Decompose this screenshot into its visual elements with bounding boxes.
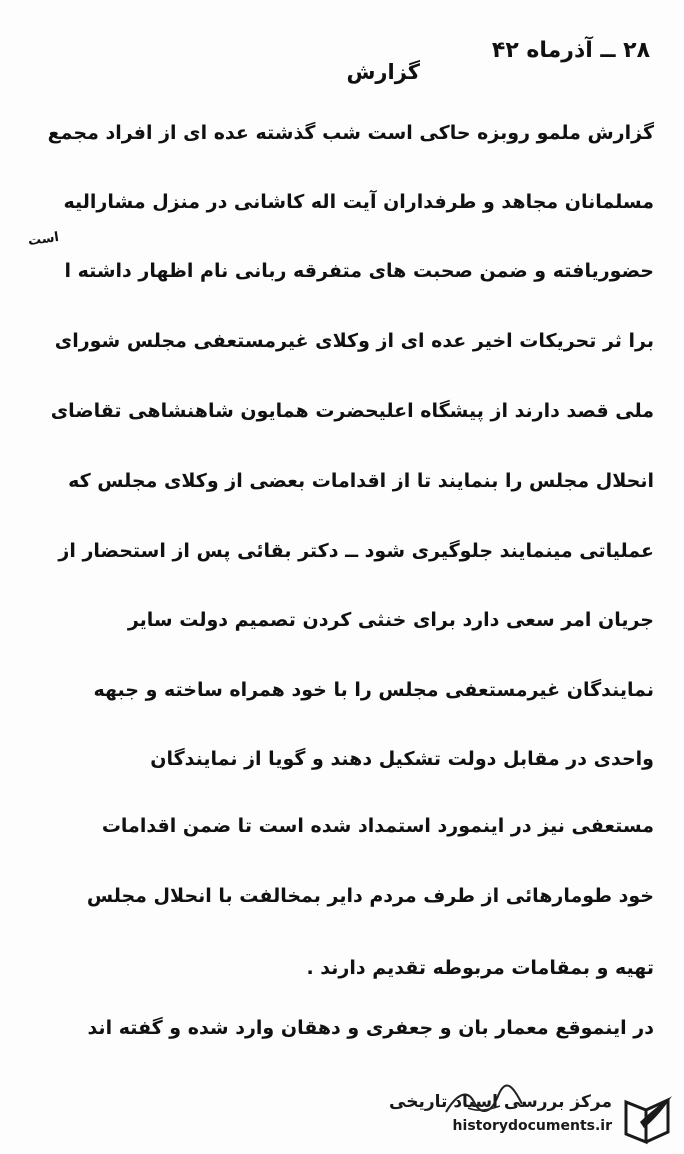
body-line: در اینموقع معمار بان و جعفری و دهقان وارد شده و گفته اند: [87, 1017, 654, 1039]
body-line: ملی قصد دارند از پیشگاه اعلیحضرت همایون شاهنشاهی تقاضای: [50, 400, 654, 422]
body-line: نمایندگان غیرمستعفی مجلس را با خود همراه ساخته و جبهه: [93, 679, 654, 701]
body-line: تهیه و بمقامات مربوطه تقدیم دارند .: [306, 957, 654, 979]
body-line: مستعفی نیز در اینمورد استمداد شده است تا ضمن اقدامات: [101, 815, 654, 837]
watermark-url: historydocuments.ir: [452, 1118, 612, 1134]
body-line: واحدی در مقابل دولت تشکیل دهند و گویا از نمایندگان: [150, 748, 654, 770]
document-date: ۲۸ ــ آذرماه ۴۲: [491, 38, 650, 63]
body-line: برا ثر تحریکات اخیر عده ای از وکلای غیرمستعفی مجلس شورای: [54, 330, 654, 352]
archive-watermark: [389, 1088, 680, 1150]
body-line: حضوریافته و ضمن صحبت های متفرقه ربانی نام اظهار داشته ا: [64, 260, 654, 282]
margin-note: است: [27, 229, 60, 250]
body-line: مسلمانان مجاهد و طرفداران آیت اله کاشانی در منزل مشارالیه: [63, 191, 654, 213]
book-quill-logo-icon: [618, 1092, 676, 1146]
body-line: خود طومارهائی از طرف مردم دایر بمخالفت با انحلال مجلس: [86, 885, 654, 907]
body-line: انحلال مجلس را بنمایند تا از اقدامات بعضی از وکلای مجلس که: [68, 470, 654, 492]
document-title: گزارش: [346, 60, 420, 84]
body-line: جریان امر سعی دارد برای خنثی کردن تصمیم دولت سایر: [127, 609, 654, 631]
body-line: عملیاتی مینمایند جلوگیری شود ــ دکتر بقائی پس از استحضار از: [58, 540, 654, 562]
watermark-name: مرکز بررسی اسناد تاریخی: [389, 1092, 612, 1112]
body-line: گزارش ملمو روبزه حاکی است شب گذشته عده ای از افراد مجمع: [47, 122, 654, 144]
